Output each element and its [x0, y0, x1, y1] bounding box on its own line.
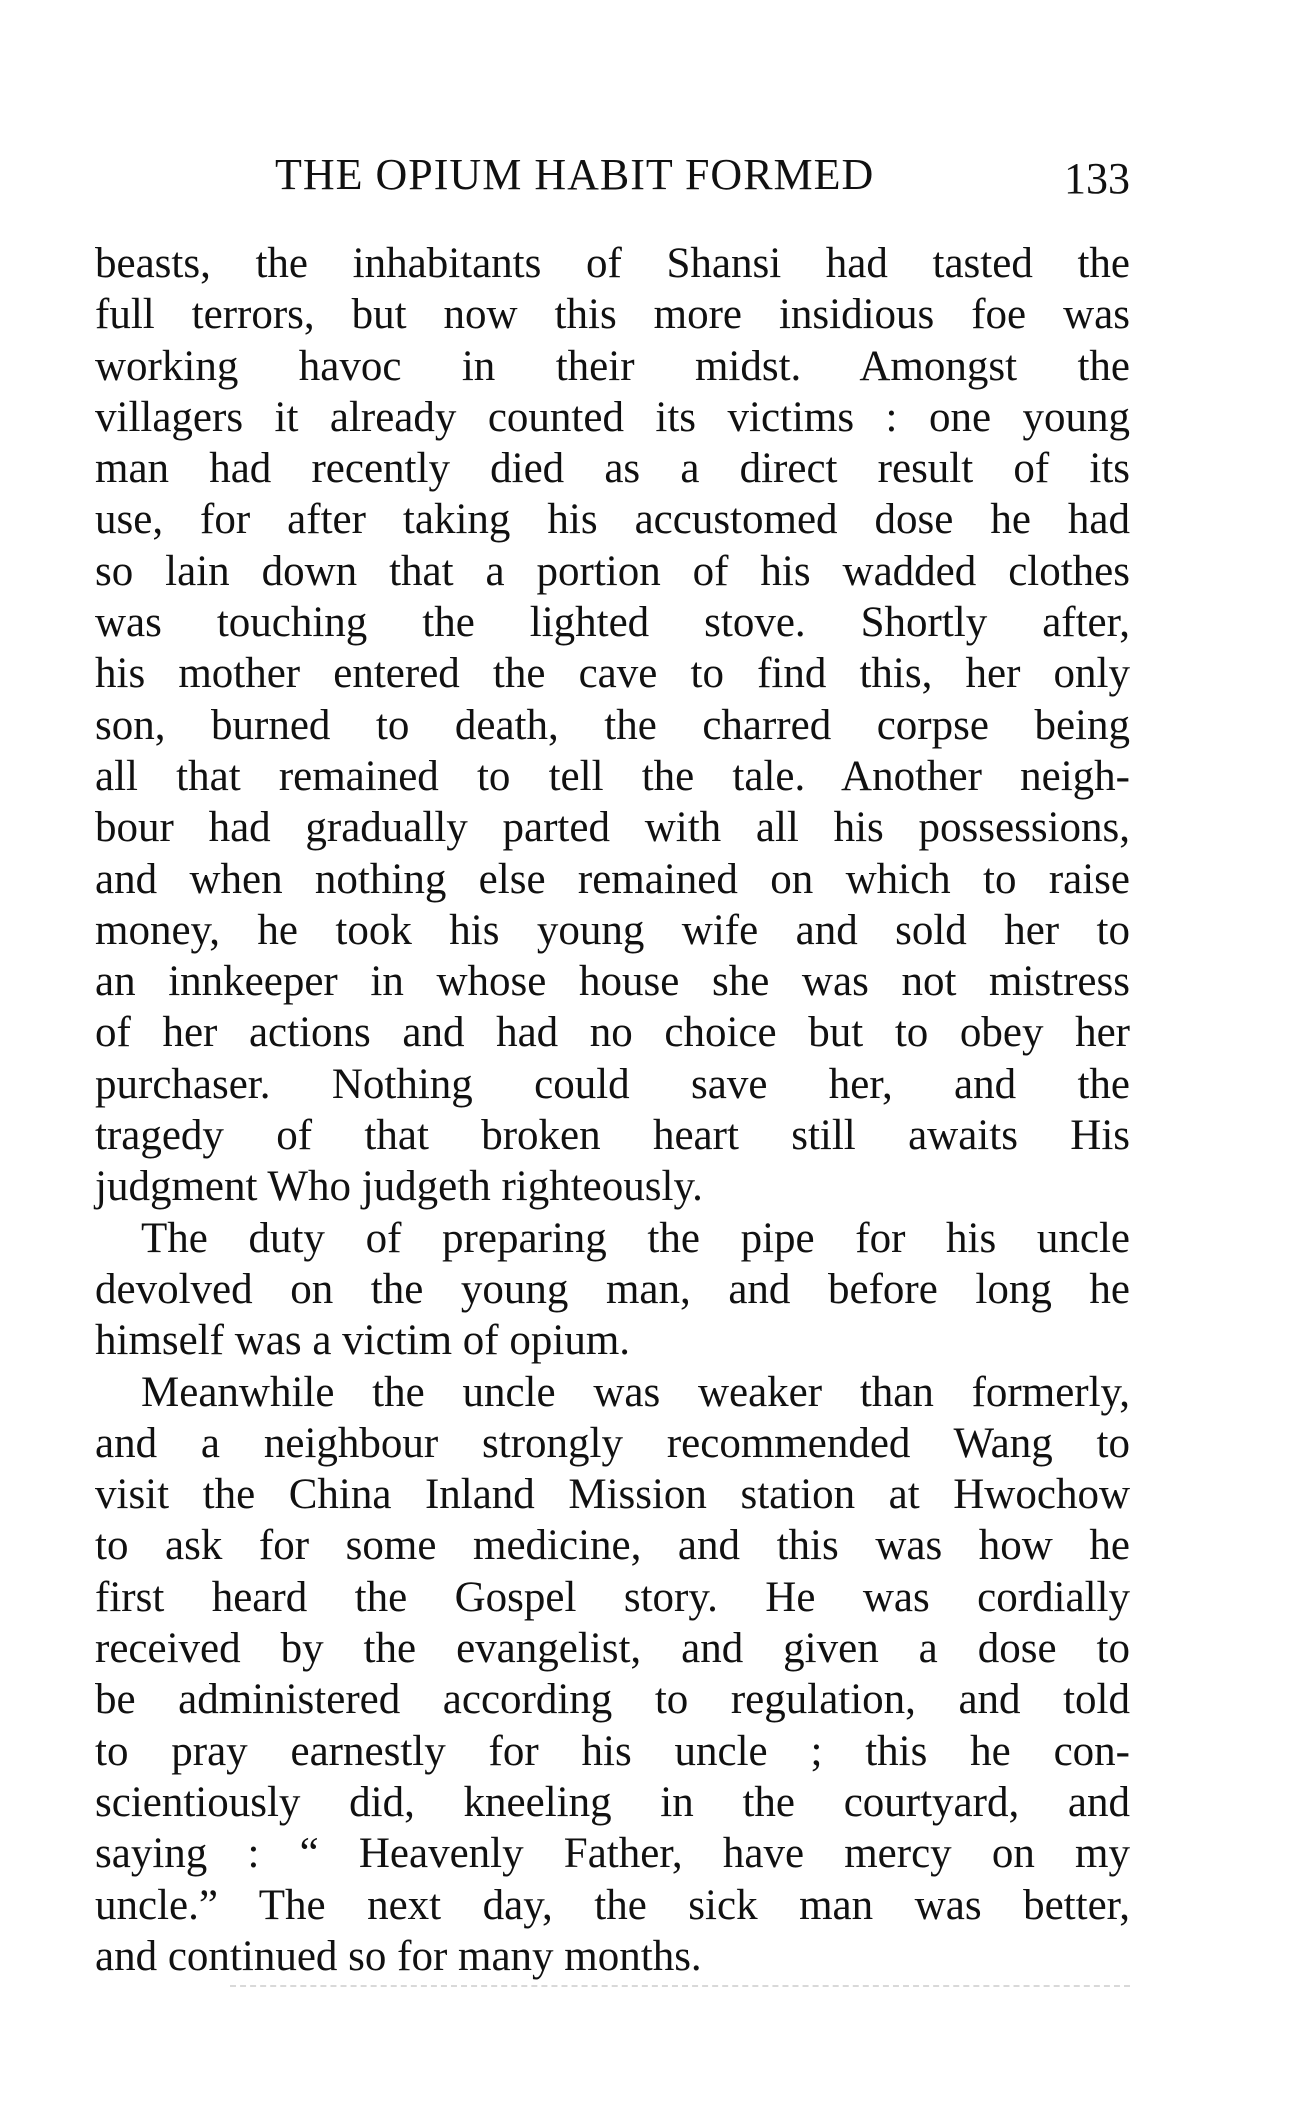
- text-line: bour had gradually parted with all his possessions,: [95, 804, 1130, 852]
- text-line: use, for after taking his accustomed dose he had: [95, 496, 1130, 544]
- text-line: beasts, the inhabitants of Shansi had tasted the: [95, 240, 1130, 287]
- text-line: an innkeeper in whose house she was not mistress: [95, 958, 1130, 1006]
- text-line: and a neighbour strongly recommended Wang to: [95, 1419, 1130, 1467]
- text-line: judgment Who judgeth righteously.: [95, 1163, 703, 1211]
- paragraph-2: [95, 1213, 1130, 1367]
- text-line: purchaser. Nothing could save her, and the: [95, 1060, 1130, 1108]
- text-line: uncle.” The next day, the sick man was better,: [95, 1881, 1130, 1929]
- text-line: and when nothing else remained on which to raise: [95, 855, 1130, 903]
- text-line: to ask for some medicine, and this was how he: [95, 1522, 1130, 1570]
- text-line: full terrors, but now this more insidious foe was: [95, 291, 1130, 339]
- chapter-title: THE OPIUM HABIT FORMED: [275, 150, 875, 199]
- text-line: of her actions and had no choice but to obey her: [95, 1009, 1130, 1057]
- text-line: scientiously did, kneeling in the courtyard, and: [95, 1778, 1130, 1826]
- text-line: be administered according to regulation, and told: [95, 1676, 1130, 1724]
- text-line: villagers it already counted its victims : one young: [95, 393, 1130, 441]
- scan-artifact-rule: [230, 1985, 1130, 1987]
- text-line: tragedy of that broken heart still awaits His: [95, 1112, 1130, 1160]
- text-line: was touching the lighted stove. Shortly after,: [95, 599, 1130, 647]
- text-line: first heard the Gospel story. He was cordially: [95, 1573, 1130, 1621]
- paragraph-1: [95, 238, 1130, 1213]
- running-head: [95, 150, 1130, 203]
- text-line: devolved on the young man, and before long he: [95, 1265, 1130, 1313]
- text-line: working havoc in their midst. Amongst the: [95, 342, 1130, 390]
- text-line: his mother entered the cave to find this, her only: [95, 650, 1130, 698]
- text-line: and continued so for many months.: [95, 1932, 702, 1980]
- text-line: all that remained to tell the tale. Another neigh-: [95, 752, 1130, 800]
- text-line: to pray earnestly for his uncle ; this he con-: [95, 1727, 1130, 1775]
- text-line: visit the China Inland Mission station at Hwochow: [95, 1471, 1130, 1519]
- paragraph-3: [95, 1367, 1130, 1983]
- text-line: so lain down that a portion of his wadded clothes: [95, 547, 1130, 595]
- text-line: saying : “ Heavenly Father, have mercy on my: [95, 1830, 1130, 1878]
- text-line: The duty of preparing the pipe for his uncle: [141, 1214, 1130, 1262]
- text-line: received by the evangelist, and given a dose to: [95, 1625, 1130, 1673]
- text-line: son, burned to death, the charred corpse being: [95, 701, 1130, 749]
- text-line: himself was a victim of opium.: [95, 1317, 631, 1365]
- text-line: money, he took his young wife and sold her to: [95, 906, 1130, 954]
- page-number: 133: [1064, 154, 1130, 203]
- body-text: [95, 238, 1130, 1982]
- text-line: Meanwhile the uncle was weaker than formerly,: [141, 1368, 1130, 1416]
- text-line: man had recently died as a direct result of its: [95, 445, 1130, 493]
